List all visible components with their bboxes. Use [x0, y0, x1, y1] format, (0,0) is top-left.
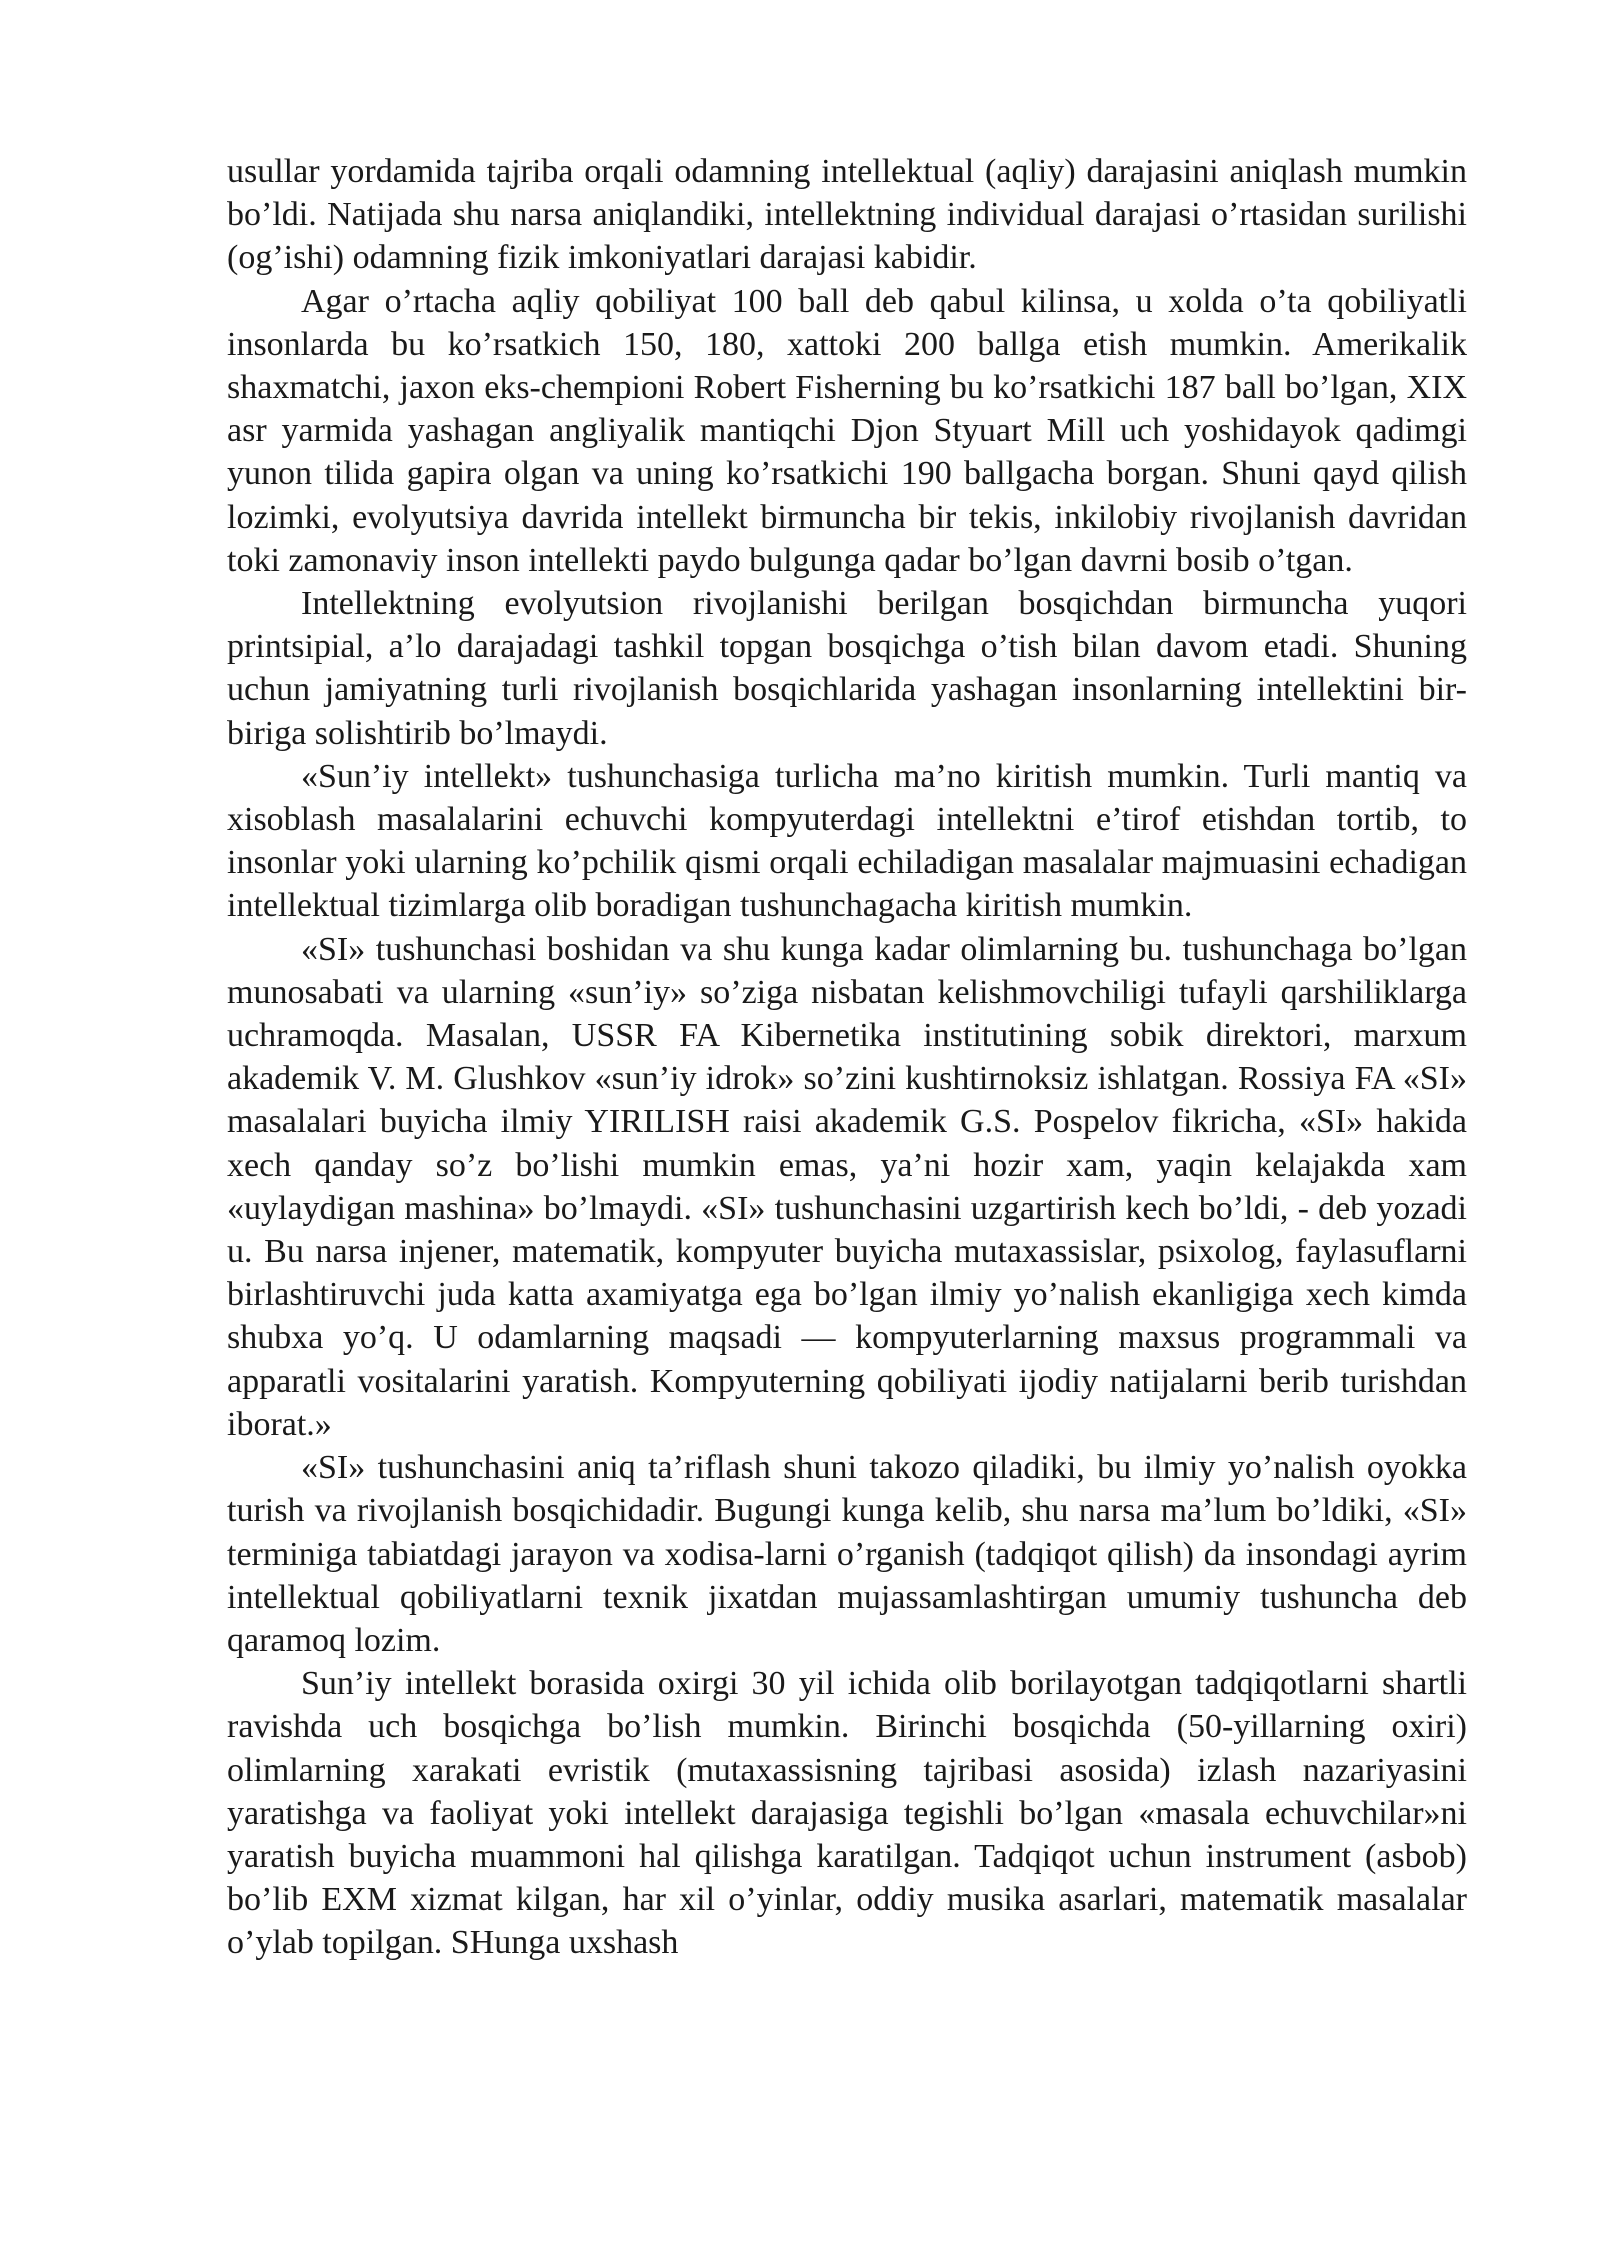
- paragraph-7: Sun’iy intellekt borasida oxirgi 30 yil ichida olib borilayotgan tadqiqotlarni shartli ravishda uch bosqichga bo’lish mumkin. Birinchi bosqichda (50-yillarning oxiri) olimlarning xarakati evristik (mutaxassisning tajribasi asosida) izlash nazariyasini yaratishga va faoliyat yoki intellekt darajasiga tegishli bo’lgan «masala echuvchilar»ni yaratish buyicha muammoni hal qilishga karatilgan. Tadqiqot uchun instrument (asbob) bo’lib EXM xizmat kilgan, har xil o’yinlar, oddiy musika asarlari, matematik masalalar o’ylab topilgan. SHunga uxshash: [227, 1665, 1467, 1962]
- document-page: [227, 150, 1467, 1965]
- paragraph-5: «SI» tushunchasi boshidan va shu kunga kadar olimlarning bu. tushunchaga bo’lgan munosabati va ularning «sun’iy» so’ziga nisbatan kelishmovchiligi tufayli qarshiliklarga uchramoqda. Masalan, USSR FA Kibernetika institutining sobik direktori, marxum akademik V. M. Glushkov «sun’iy idrok» so’zini kushtirnoksiz ishlatgan. Rossiya FA «SI» masalalari buyicha ilmiy YIRILISH raisi akademik G.S. Pospelov fikricha, «SI» hakida xech qanday so’z bo’lishi mumkin emas, ya’ni hozir xam, yaqin kelajakda xam «uylaydigan mashina» bo’lmaydi. «SI» tushunchasini uzgartirish kech bo’ldi, - deb yozadi u. Bu narsa injener, matematik, kompyuter buyicha mutaxassislar, psixolog, faylasuflarni birlashtiruvchi juda katta axamiyatga ega bo’lgan ilmiy yo’nalish ekanligiga xech kimda shubxa yo’q. U odamlarning maqsadi — kompyuterlarning maxsus programmali va apparatli vositalarini yaratish. Kompyuterning qobiliyati ijodiy natijalarni berib turishdan iborat.»: [227, 930, 1467, 1443]
- paragraph-4: «Sun’iy intellekt» tushunchasiga turlicha ma’no kiritish mumkin. Turli mantiq va xisoblash masalalarini echuvchi kompyuterdagi intellektni e’tirof etishdan tortib, to insonlar yoki ularning ko’pchilik qismi orqali echiladigan masalalar majmuasini echadigan intellektual tizimlarga olib boradigan tushunchagacha kiritish mumkin.: [227, 757, 1467, 925]
- paragraph-2: Agar o’rtacha aqliy qobiliyat 100 ball deb qabul kilinsa, u xolda o’ta qobiliyatli insonlarda bu ko’rsatkich 150, 180, xattoki 200 ballga etish mumkin. Amerikalik shaxmatchi, jaxon eks-chempioni Robert Fisherning bu ko’rsatkichi 187 ball bo’lgan, XIX asr yarmida yashagan angliyalik mantiqchi Djon Styuart Mill uch yoshidayok qadimgi yunon tilida gapira olgan va uning ko’rsatkichi 190 ballgacha borgan. Shuni qayd qilish lozimki, evolyutsiya davrida intellekt birmuncha bir tekis, inkilobiy rivojlanish davridan toki zamonaviy inson intellekti paydo bulgunga qadar bo’lgan davrni bosib o’tgan.: [227, 282, 1467, 579]
- paragraph-3: Intellektning evolyutsion rivojlanishi berilgan bosqichdan birmuncha yuqori printsipial, a’lo darajadagi tashkil topgan bosqichga o’tish bilan davom etadi. Shuning uchun jamiyatning turli rivojlanish bosqichlarida yashagan insonlarning intellektini bir-biriga solishtirib bo’lmaydi.: [227, 585, 1467, 752]
- paragraph-6: «SI» tushunchasini aniq ta’riflash shuni takozo qiladiki, bu ilmiy yo’nalish oyokka turish va rivojlanish bosqichidadir. Bugungi kunga kelib, shu narsa ma’lum bo’ldiki, «SI» terminiga tabiatdagi jarayon va xodisa-larni o’rganish (tadqiqot qilish) da insondagi ayrim intellektual qobiliyatlarni texnik jixatdan mujassamlashtirgan umumiy tushuncha deb qaramoq lozim.: [227, 1449, 1467, 1659]
- paragraph-1: usullar yordamida tajriba orqali odamning intellektual (aqliy) darajasini aniqlash mumkin bo’ldi. Natijada shu narsa aniqlandiki, intellektning individual darajasi o’rtasidan surilishi (og’ishi) odamning fizik imkoniyatlari darajasi kabidir.: [227, 153, 1467, 277]
